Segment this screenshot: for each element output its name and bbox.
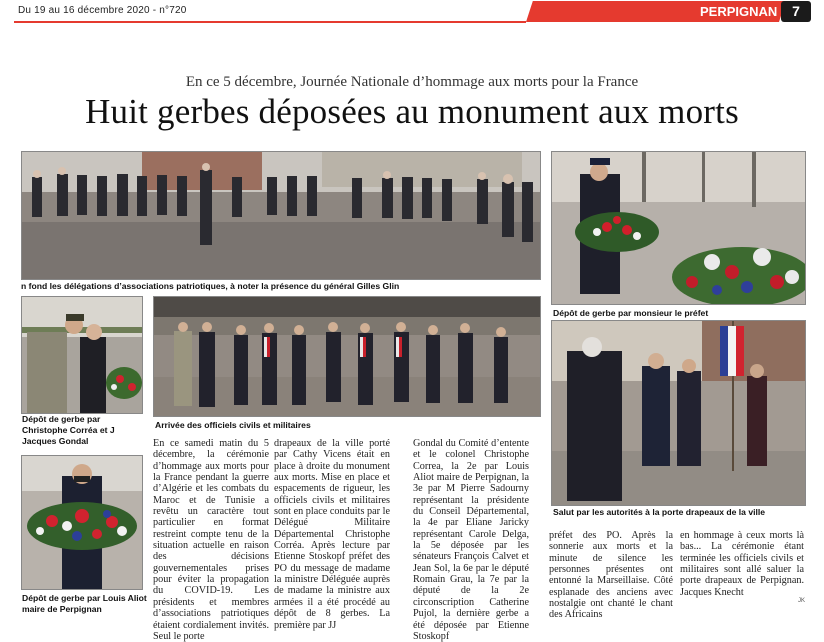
article-column-3: Gondal du Comité d’entente et le colonel Christophe Correa, la 2e par Louis Aliot maire de Perpignan, la 3e par M Pierre Sadourny représentant la présidente du Conseil Départemental, la 4e par Eliane Jaricky représentant Carole Delga, la 5e déposée par les sénateurs François Calvet et Jean Sol, la 6e par le député Romain Grau, la 7e par la député de la 2e circonscription Catherine Pujol, la dernière gerbe a été déposée par Etienne Stoskopf: [413, 438, 529, 642]
photo-caption: Dépôt de gerbe par monsieur le préfet: [553, 308, 709, 318]
page-number: 7: [781, 1, 811, 22]
flag-salute-photo-image: [552, 321, 805, 505]
article-kicker: En ce 5 décembre, Journée Nationale d’hommage aux morts pour la France: [185, 74, 639, 90]
officer-wreath-photo: [21, 296, 143, 414]
footer-mark: JK: [798, 598, 806, 604]
officer-wreath-photo-image: [22, 297, 142, 413]
issue-date: Du 19 au 16 décembre 2020 - n°720: [18, 5, 187, 16]
article-column-2: drapeaux de la ville porté par Cathy Vicens était en place à droite du monument aux morts. Mise en place et espacements de rigueur, les officiels civils et militaires sont en place conduits par le Délégué Militaire Départemental Christophe Corréa. Après lecture par Etienne Stoskopf préfet des PO du message de madame la ministre Déléguée auprès de madame la ministre aux armées il a été procédé au dépôt de 8 gerbes. La première par JJ: [274, 438, 390, 631]
officials-photo-image: [154, 297, 540, 416]
header-rule: [14, 21, 526, 23]
ceremony-photo-image: [22, 152, 540, 279]
prefect-wreath-photo: [551, 151, 806, 305]
photo-caption: Dépôt de gerbe par Christophe Corréa et J Jacques Gondal: [22, 414, 115, 446]
photo-caption: Arrivée des officiels civils et militaires: [155, 420, 311, 430]
photo-caption: n fond les délégations d’associations patriotiques, à noter la présence du général Gilles Glin: [21, 281, 400, 291]
article-column-1: En ce samedi matin du 5 décembre, la cérémonie d’hommage aux morts pour la France pendant la guerre d’Algérie et les combats du Maroc et de Tunisie a revêtu un caractère tout particulier en format restreint compte tenu de la situation actuelle en raison des décisions gouvernementales prises pour éviter la propagation du COVID-19. Les présidents et membres d’associations patriotiques étaient cordialement invités. Seul le porte: [153, 438, 269, 642]
ceremony-photo: [21, 151, 541, 280]
section-title: PERPIGNAN: [700, 4, 778, 19]
officials-photo: [153, 296, 541, 417]
mayor-wreath-photo-image: [22, 456, 142, 589]
article-column-5: en hommage à ceux morts là bas... La cérémonie étant terminée les officiels civils et militaires sont allé saluer la porte drapeaux de Perpignan. Jacques Knecht: [680, 530, 804, 598]
article-headline: Huit gerbes déposées au monument aux morts: [85, 92, 739, 131]
prefect-wreath-photo-image: [552, 152, 805, 304]
photo-caption: Dépôt de gerbe par Louis Aliot maire de Perpignan: [22, 593, 147, 614]
mayor-wreath-photo: [21, 455, 143, 590]
photo-caption: Salut par les autorités à la porte drapeaux de la ville: [553, 507, 766, 517]
article-column-4: préfet des PO. Après la sonnerie aux morts et la minute de silence les personnes présentes ont entonné la Marseillaise. Côté esplanade des anciens avec nostalgie ont chanté le chant des Africains: [549, 530, 673, 621]
flag-salute-photo: [551, 320, 806, 506]
